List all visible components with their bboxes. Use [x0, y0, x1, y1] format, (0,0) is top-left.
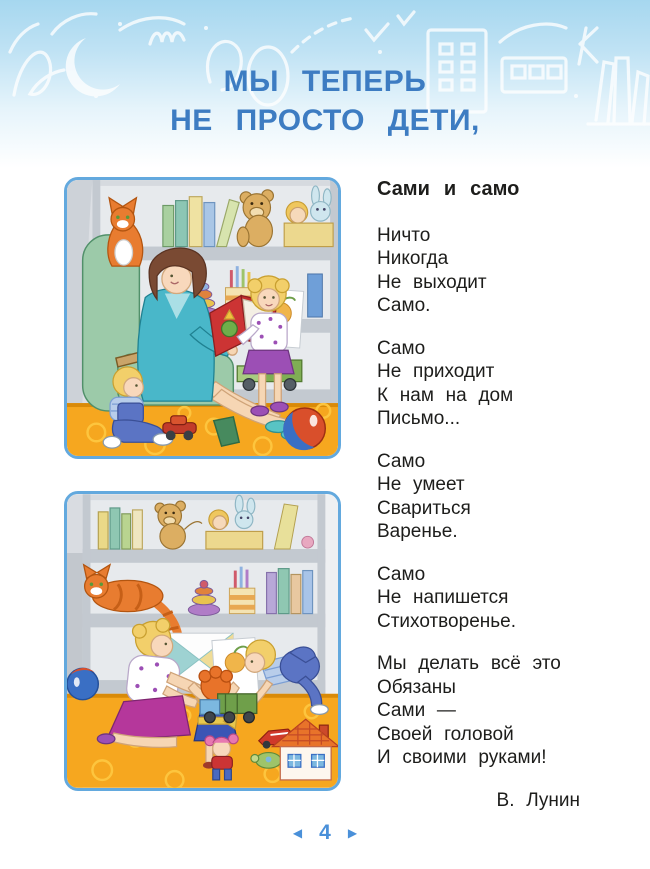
poem-line: Мы делать всё это: [377, 653, 561, 674]
header-banner: [0, 0, 650, 168]
illustration-children-playing: [64, 491, 341, 791]
poem-block: [377, 178, 642, 812]
poem-title: Сами и само: [377, 178, 520, 200]
prev-page-arrow-icon[interactable]: ◀: [292, 826, 303, 840]
poem-stanza: [377, 337, 642, 431]
poem-stanza: [377, 652, 642, 770]
ball-icon: [67, 668, 98, 700]
page-number: 4: [319, 821, 331, 844]
illustration-mother-reading: [64, 177, 341, 459]
poem-line: Само.: [377, 295, 431, 316]
chapter-title-line1: МЫ ТЕПЕРЬ: [223, 65, 427, 98]
chapter-title: [0, 62, 650, 140]
poem-line: Не выходит: [377, 271, 487, 293]
poem-stanza: [377, 224, 642, 318]
poem-line: Письмо...: [377, 408, 461, 429]
poem-line: Варенье.: [377, 521, 458, 542]
poem-stanza: [377, 450, 642, 544]
poem-line: Само: [377, 450, 426, 472]
cursive-letters-doodle: [150, 33, 184, 44]
poem-line: И своими руками!: [377, 747, 547, 768]
poem-line: Никогда: [377, 248, 449, 269]
next-page-arrow-icon[interactable]: ▶: [347, 826, 358, 840]
poem-line: К нам на дом: [377, 384, 514, 406]
dashed-path-doodle: [292, 18, 354, 52]
poem-line: Обязаны: [377, 676, 456, 698]
ball-icon: [283, 408, 325, 450]
poem-line: Само: [377, 337, 426, 359]
poem-line: Своей головой: [377, 723, 514, 745]
books-icon: [98, 508, 142, 549]
poem-line: Само: [377, 563, 426, 585]
poem-line: Сами —: [377, 700, 456, 721]
poem-line: Стихотворенье.: [377, 610, 516, 632]
poem-attribution: В. Лунин: [496, 789, 580, 811]
bird-doodle: [366, 24, 388, 40]
poem-line: Не напишется: [377, 587, 509, 608]
poem-stanza: [377, 563, 642, 634]
letter-k-doodle: [579, 28, 597, 64]
poem-line: Не умеет: [377, 474, 465, 495]
chapter-title-line2: НЕ ПРОСТО ДЕТИ,: [170, 104, 480, 137]
pager: [0, 821, 650, 845]
poem-line: Ничто: [377, 224, 431, 246]
books-icon: [267, 569, 313, 614]
poem-line: Свариться: [377, 497, 471, 519]
poem-line: Не приходит: [377, 361, 495, 382]
